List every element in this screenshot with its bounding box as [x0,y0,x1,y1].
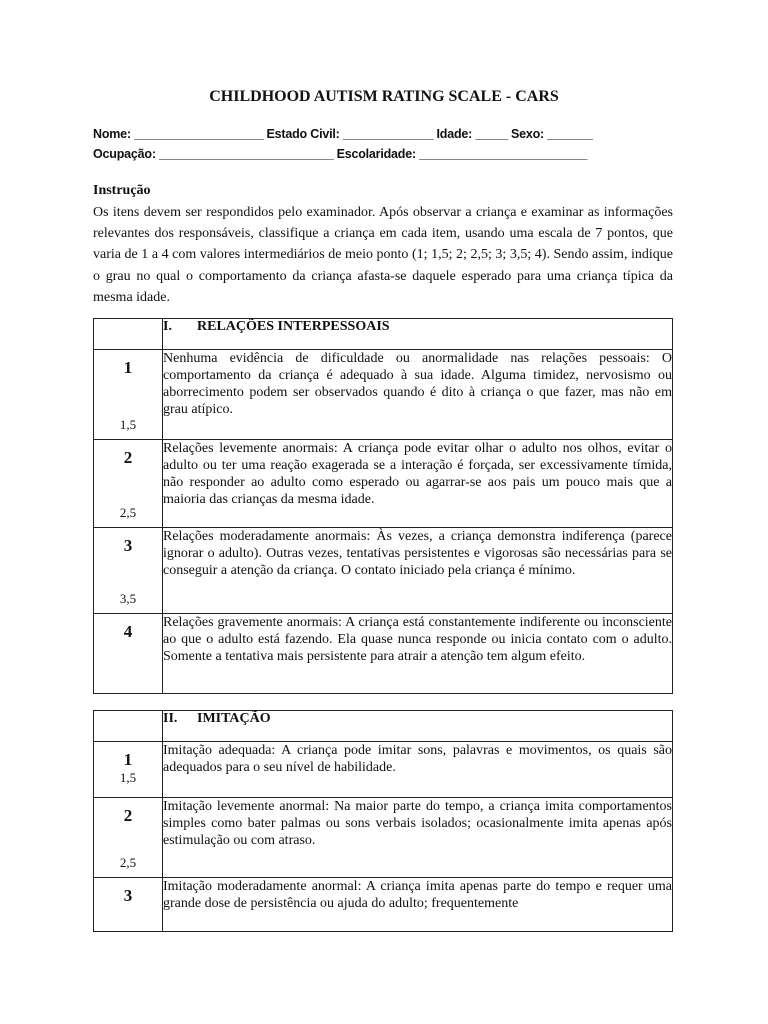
table-row[interactable] [94,614,673,694]
score-value: 1 [123,750,133,769]
instruction-heading: Instrução [93,183,151,198]
instruction-text: Os itens devem ser respondidos pelo examinador. Após observar a criança e examinar as informações relevantes dos responsáveis, classifique a criança em cada item, usando uma escala de 7 pontos, que varia de 1 a 4 com valores intermediários de meio ponto (1; 1,5; 2; 2,5; 3; 3,5; 4). Sendo assim, indique o grau no qual o comportamento da criança afasta-se daquele esperado para uma criança típica da mesma idade. [93,205,673,305]
section-number: II. [163,711,178,726]
score-cell[interactable] [94,440,163,528]
section-title [163,711,673,742]
occupation-field[interactable]: ___________________________ [159,147,334,161]
civil-status-field[interactable]: ______________ [342,127,434,141]
section-header [94,711,673,742]
score-value: 1 [123,358,133,377]
section-table-imitation [93,710,673,932]
section-title-text: RELAÇÕES INTERPESSOAIS [197,319,390,334]
form-line-2 [93,147,683,161]
education-label: Escolaridade: [336,147,416,161]
table-row[interactable] [94,350,673,440]
score-value: 3 [123,536,133,555]
page-title: CHILDHOOD AUTISM RATING SCALE - CARS [209,88,559,105]
half-score-value: 3,5 [119,591,137,606]
section-number: I. [163,319,172,334]
name-field[interactable]: ____________________ [134,127,264,141]
name-label: Nome: [93,127,131,141]
age-field[interactable]: _____ [475,127,508,141]
section-title-text: IMITAÇÃO [197,711,271,726]
sex-field[interactable]: _______ [547,127,593,141]
half-score-value: 1,5 [119,417,137,432]
section-table-interpersonal [93,318,673,694]
score-description: Imitação moderadamente anormal: A criança imita apenas parte do tempo e requer uma grande dose de persistência ou ajuda do adulto; frequentemente [163,878,673,932]
half-score-value: 2,5 [119,505,137,520]
sex-label: Sexo: [510,127,545,141]
table-row[interactable] [94,440,673,528]
score-description: Relações levemente anormais: A criança pode evitar olhar o adulto nos olhos, evitar o adulto ou ter uma reação exagerada se a interação é forçada, ser excessivamente tímida, não responder ao adulto como esperado ou agarrar-se aos pais um pouco mais que a maioria das crianças da mesma idade. [163,440,673,528]
form-line-1 [93,127,683,141]
score-description: Relações gravemente anormais: A criança está constantemente indiferente ou inconsciente ao que o adulto está fazendo. Ela quase nunca responde ou inicia contato com o adulto. Somente a tentativa mais persistente para atrair a atenção tem algum efeito. [163,614,673,694]
score-description: Imitação adequada: A criança pode imitar sons, palavras e movimentos, os quais são adequados para o seu nível de habilidade. [163,742,673,798]
score-value: 3 [123,886,133,905]
header-empty-cell [94,319,163,350]
score-cell[interactable] [94,798,163,878]
table-row[interactable] [94,742,673,798]
header-empty-cell [94,711,163,742]
score-cell[interactable] [94,350,163,440]
age-label: Idade: [436,127,473,141]
score-description: Relações moderadamente anormais: Às vezes, a criança demonstra indiferença (parece ignorar o adulto). Outras vezes, tentativas persistentes e vigorosas são necessárias para se conseguir a atenção da criança. O contato iniciado pela criança é mínimo. [163,528,673,614]
score-value: 4 [123,622,133,641]
table-row[interactable] [94,798,673,878]
score-value: 2 [123,448,133,467]
table-row[interactable] [94,528,673,614]
half-score-value: 2,5 [119,855,137,870]
score-description: Imitação levemente anormal: Na maior parte do tempo, a criança imita comportamentos simples como bater palmas ou sons verbais isolados; ocasionalmente imita apenas após estimulação ou com atraso. [163,798,673,878]
score-value: 2 [123,806,133,825]
score-cell[interactable] [94,528,163,614]
section-title [163,319,673,350]
score-description: Nenhuma evidência de dificuldade ou anormalidade nas relações pessoais: O comportamento da criança é adequado à sua idade. Alguma timidez, nervosismo ou aborrecimento podem ser observados quando é dito à criança o que fazer, mas não em grau atípico. [163,350,673,440]
table-row[interactable] [94,878,673,932]
occupation-label: Ocupação: [93,147,156,161]
half-score-value: 1,5 [119,770,137,785]
score-cell[interactable] [94,614,163,694]
section-header [94,319,673,350]
score-cell[interactable] [94,742,163,798]
score-cell[interactable] [94,878,163,932]
civil-status-label: Estado Civil: [266,127,340,141]
education-field[interactable]: __________________________ [419,147,587,161]
